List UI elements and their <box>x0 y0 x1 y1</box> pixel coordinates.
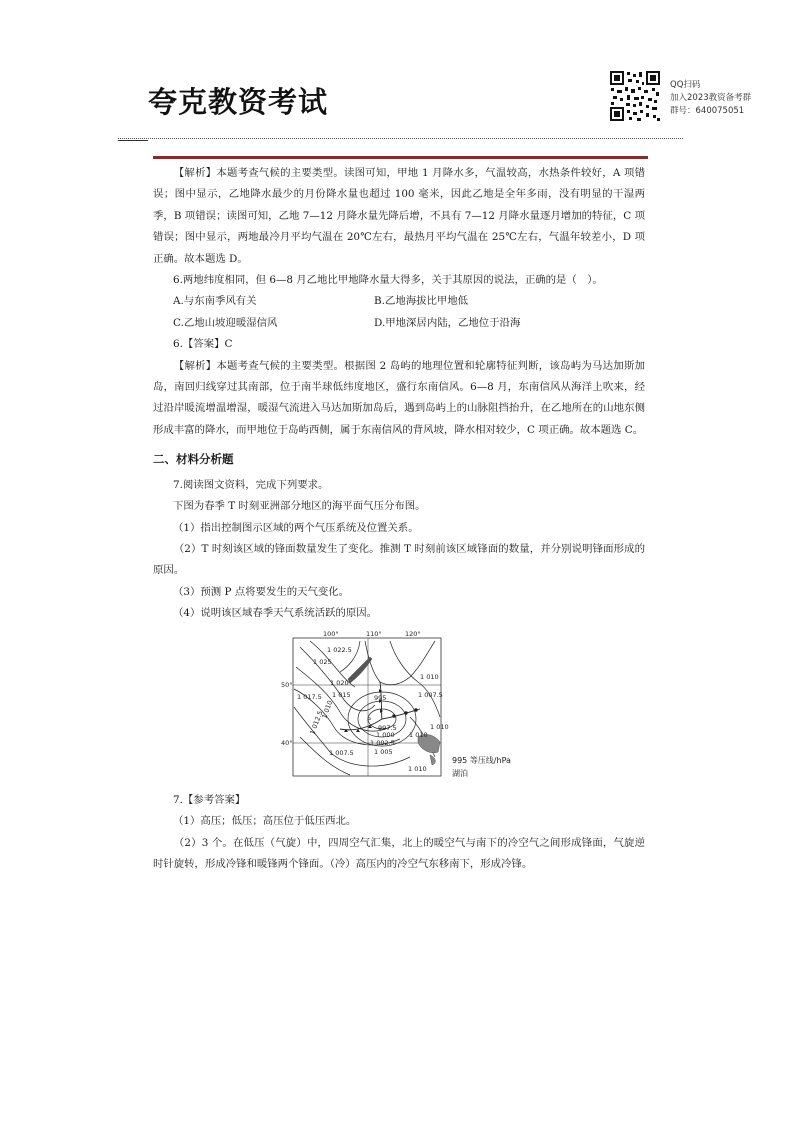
q7-part-1: （1）指出控制图示区域的两个气压系统及位置关系。 <box>173 521 419 534</box>
isobar-1010d-label: 1 010 <box>408 765 427 773</box>
isobar-1000-label: 1 000 <box>376 731 395 739</box>
lat-50-label: 50° <box>281 681 293 689</box>
qr-line-1: QQ扫码 <box>670 80 701 90</box>
lon-100-label: 100° <box>323 630 339 638</box>
isobar-1005-label: 1 005 <box>374 748 393 756</box>
q6-option-c: C.乙地山坡迎暖湿信风 <box>173 316 278 329</box>
q5-analysis: 【解析】本题考查气候的主要类型。读图可知，甲地 1 月降水多，气温较高，水热条件较好，A 项错误；图中显示，乙地降水最少的月份降水量也超过 100 毫米，因此乙地是全年多雨，没有明显的干湿两季，B 项错误；读图可知，乙地 7—12 月降水量先降后增，不具有 7—12 月降水量逐月增加的特征，C 项错误；图中显示，两地最冷月平均气温在 20℃左右，最热月平均气温在 25℃左右，气温年较差小，D 项正确。故本题选 D。 <box>153 167 645 265</box>
point-p-label: P <box>367 716 371 724</box>
q6-options-row-2 <box>153 313 645 334</box>
isobar-1007-5b-label: 1 007.5 <box>418 691 443 699</box>
header-divider <box>118 138 683 139</box>
question-content <box>153 163 645 625</box>
header-divider-solid <box>118 140 148 141</box>
q7-answer-title: 7.【参考答案】 <box>173 794 246 806</box>
isobar-1022-5-label: 1 022.5 <box>327 646 352 654</box>
isobar-997-5-label: 997.5 <box>378 724 397 732</box>
content-top-bar <box>153 156 648 159</box>
isobar-1002-5-label: 1 002.5 <box>370 739 395 747</box>
isobar-1025-label: 1 025 <box>313 658 332 666</box>
isobar-1020-label: 1 020 <box>330 679 349 687</box>
qr-info <box>670 79 751 118</box>
q6-option-d: D.甲地深居内陆，乙地位于沿海 <box>374 316 521 329</box>
q7-part-3: （3）预测 P 点将要发生的天气变化。 <box>173 585 350 598</box>
lat-40-label: 40° <box>281 739 293 747</box>
q6-option-b: B.乙地海拔比甲地低 <box>374 295 469 308</box>
q7-part-4: （4）说明该区域春季天气系统活跃的原因。 <box>173 607 378 620</box>
legend-lake: 湖泊 <box>452 769 468 778</box>
q7-answers <box>153 790 645 876</box>
qr-line-2: 加入2023教资备考群 <box>670 93 752 103</box>
qr-line-3: 群号：640075051 <box>670 106 745 116</box>
section-title: 二、材料分析题 <box>153 452 234 467</box>
q7-intro: 7.阅读图文资料，完成下列要求。 <box>173 478 329 491</box>
q6-options-row-1 <box>153 291 645 312</box>
brand-title: 夸克教资考试 <box>148 85 329 119</box>
isobar-1012-5-label: 1 012.5 <box>308 709 325 736</box>
lon-110-label: 110° <box>366 630 382 638</box>
qr-code-icon <box>609 70 661 122</box>
q6-analysis: 【解析】本题考查气候的主要类型。根据图 2 岛屿的地理位置和轮廓特征判断，该岛屿为马达加斯加岛，南回归线穿过其南部，位于南半球低纬度地区，盛行东南信风。6—8 月，东南信风从海洋上吹来，经过沿岸暖流增温增湿，暖湿气流进入马达加斯加岛后，遇到岛屿上的山脉阻挡抬升，在乙地所在的山地东侧形成丰富的降水，而甲地位于岛屿西侧，属于东南信风的背风坡，降水相对较少，C 项正确。故本题选 C。 <box>153 359 645 436</box>
q6-stem: 6.两地纬度相同，但 6—8 月乙地比甲地降水量大得多，关于其原因的说法，正确的是（ ）。 <box>173 274 603 287</box>
isobar-1010b-label: 1 010 <box>420 673 439 681</box>
isobar-1010a-label: 1 010 <box>320 699 335 720</box>
q7-answer-1: （1）高压；低压；高压位于低压西北。 <box>173 815 357 828</box>
legend-isobar: 995 等压线/hPa <box>452 756 511 765</box>
q7-part-2: （2）T 时刻该区域的锋面数量发生了变化。推测 T 时刻前该区域锋面的数量，并分别说明锋面形成的原因。 <box>153 542 645 577</box>
isobar-1010c-label: 1 010 <box>409 731 428 739</box>
isobar-1010e-label: 1 010 <box>430 723 449 731</box>
q6-option-a: A.与东南季风有关 <box>173 295 257 308</box>
isobar-995-label: 995 <box>374 694 387 702</box>
q7-description: 下图为春季 T 时刻亚洲部分地区的海平面气压分布图。 <box>173 500 426 513</box>
isobar-1017-5a-label: 1 017.5 <box>297 693 322 701</box>
isobar-1015-label: 1 015 <box>332 691 351 699</box>
lon-120-label: 120° <box>405 630 421 638</box>
q6-answer: 6.【答案】C <box>173 338 233 351</box>
q7-answer-2: （2）3 个。在低压（气旋）中，四周空气汇集，北上的暖空气与南下的冷空气之间形成锋面，气旋逆时针旋转，形成冷锋和暖锋两个锋面。（冷）高压内的冷空气东移南下，形成冷锋。 <box>153 836 645 871</box>
isobar-1007-5a-label: 1 007.5 <box>329 749 354 757</box>
